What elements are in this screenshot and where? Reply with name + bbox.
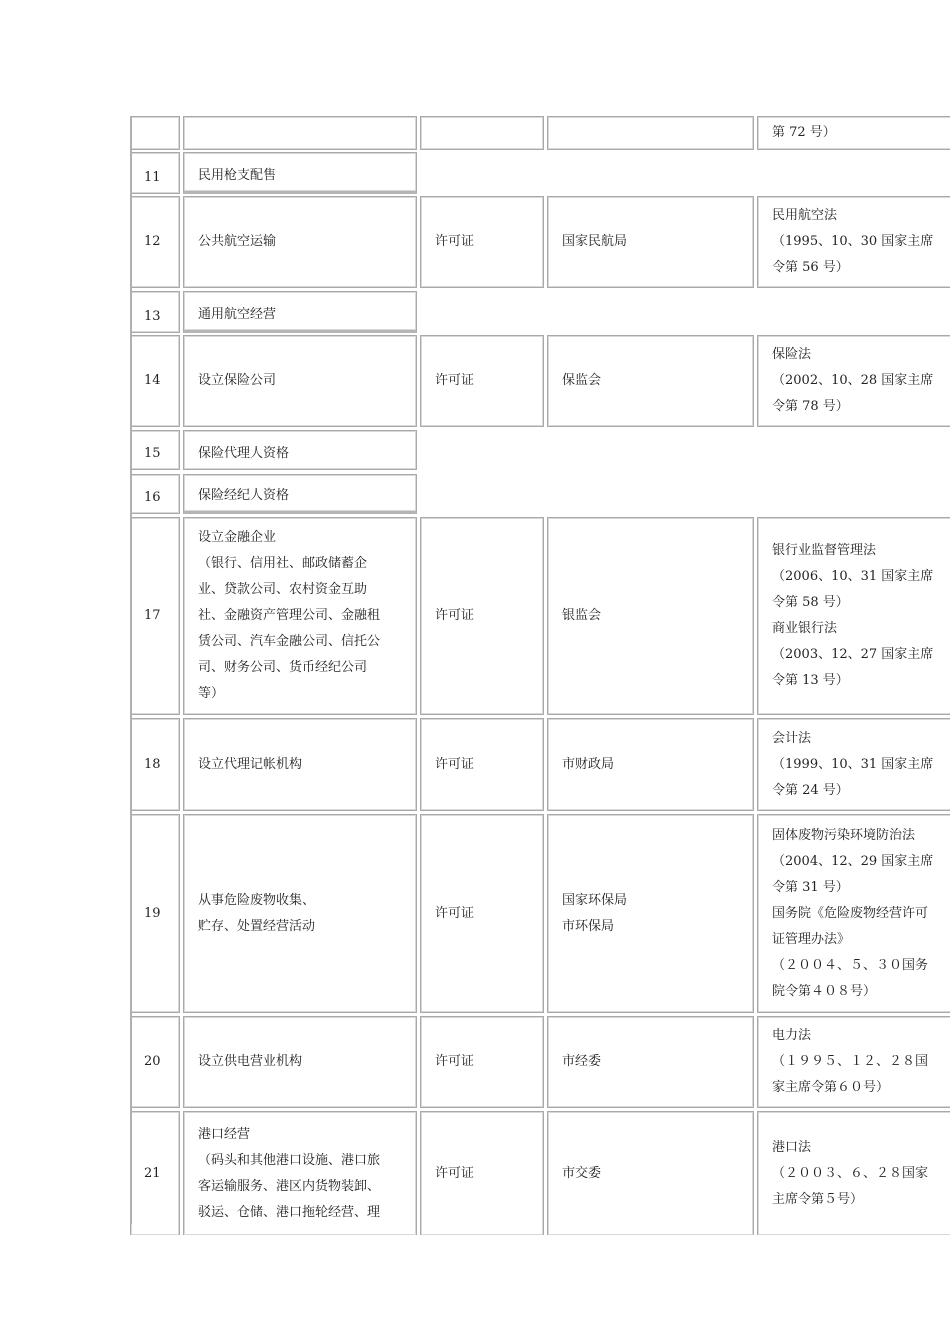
table-cell-type: 许可证 — [420, 335, 544, 427]
table-cell-item: 设立保险公司 — [183, 335, 417, 427]
table-cell-item: 设立代理记帐机构 — [183, 718, 417, 811]
table-cell-item: 从事危险废物收集、 贮存、处置经营活动 — [183, 814, 417, 1013]
table-cell-number: 16 — [130, 474, 180, 514]
table-cell-department — [547, 116, 754, 150]
table-cell-department: 国家民航局 — [547, 196, 754, 288]
table-cell-number: 19 — [130, 814, 180, 1013]
table-cell-item: 港口经营 （码头和其他港口设施、港口旅 客运输服务、港区内货物装卸、 驳运、仓储、港口拖轮经营、理 — [183, 1111, 417, 1235]
table-cell-department: 市交委 — [547, 1111, 754, 1235]
table-cell-number: 14 — [130, 335, 180, 427]
table-left-rule — [130, 116, 132, 1224]
table-cell-number: 18 — [130, 718, 180, 811]
table-cell-number: 13 — [130, 291, 180, 333]
table-cell-legal-basis: 固体废物污染环境防治法 （2004、12、29 国家主席 令第 31 号） 国务院《危险废物经营许可 证管理办法》 （２００４、５、３０国务 院令第４０８号） — [757, 814, 950, 1013]
table-cell-item: 保险经纪人资格 — [183, 474, 417, 514]
table-cell-legal-basis: 保险法 （2002、10、28 国家主席 令第 78 号） — [757, 335, 950, 427]
table-cell-number: 12 — [130, 196, 180, 288]
table-cell-type: 许可证 — [420, 1111, 544, 1235]
table-cell-item: 保险代理人资格 — [183, 430, 417, 470]
table-cell-number: 17 — [130, 517, 180, 715]
table-cell-type: 许可证 — [420, 196, 544, 288]
table-cell-type: 许可证 — [420, 517, 544, 715]
table-cell-item — [183, 116, 417, 150]
table-cell-item: 通用航空经营 — [183, 291, 417, 333]
table-cell-department: 市财政局 — [547, 718, 754, 811]
table-cell-type: 许可证 — [420, 1016, 544, 1108]
table-cell-department: 保监会 — [547, 335, 754, 427]
table-cell-legal-basis: 电力法 （１９９５、１２、２８国 家主席令第６０号） — [757, 1016, 950, 1108]
table-cell-type — [420, 116, 544, 150]
table-cell-type: 许可证 — [420, 718, 544, 811]
table-cell-number: 20 — [130, 1016, 180, 1108]
table-cell-type: 许可证 — [420, 814, 544, 1013]
table-cell-item: 设立金融企业 （银行、信用社、邮政储蓄企 业、贷款公司、农村资金互助 社、金融资产管理公司、金融租 赁公司、汽车金融公司、信托公 司、财务公司、货币经纪公司 等） — [183, 517, 417, 715]
table-cell-item: 公共航空运输 — [183, 196, 417, 288]
table-cell-legal-basis: 港口法 （２００３、６、２８国家 主席令第５号） — [757, 1111, 950, 1235]
table-cell-number — [130, 116, 180, 150]
table-cell-legal-basis: 民用航空法 （1995、10、30 国家主席 令第 56 号） — [757, 196, 950, 288]
table-cell-number: 15 — [130, 430, 180, 470]
table-cell-item: 设立供电营业机构 — [183, 1016, 417, 1108]
table-cell-legal-basis: 银行业监督管理法 （2006、10、31 国家主席 令第 58 号） 商业银行法 （2003、12、27 国家主席 令第 13 号） — [757, 517, 950, 715]
table-cell-item: 民用枪支配售 — [183, 152, 417, 194]
table-cell-department: 银监会 — [547, 517, 754, 715]
table-cell-number: 11 — [130, 152, 180, 194]
table-cell-legal-basis: 第 72 号） — [757, 116, 950, 150]
table-cell-number: 21 — [130, 1111, 180, 1235]
table-cell-department: 国家环保局 市环保局 — [547, 814, 754, 1013]
table-cell-department: 市经委 — [547, 1016, 754, 1108]
table-cell-legal-basis: 会计法 （1999、10、31 国家主席 令第 24 号） — [757, 718, 950, 811]
